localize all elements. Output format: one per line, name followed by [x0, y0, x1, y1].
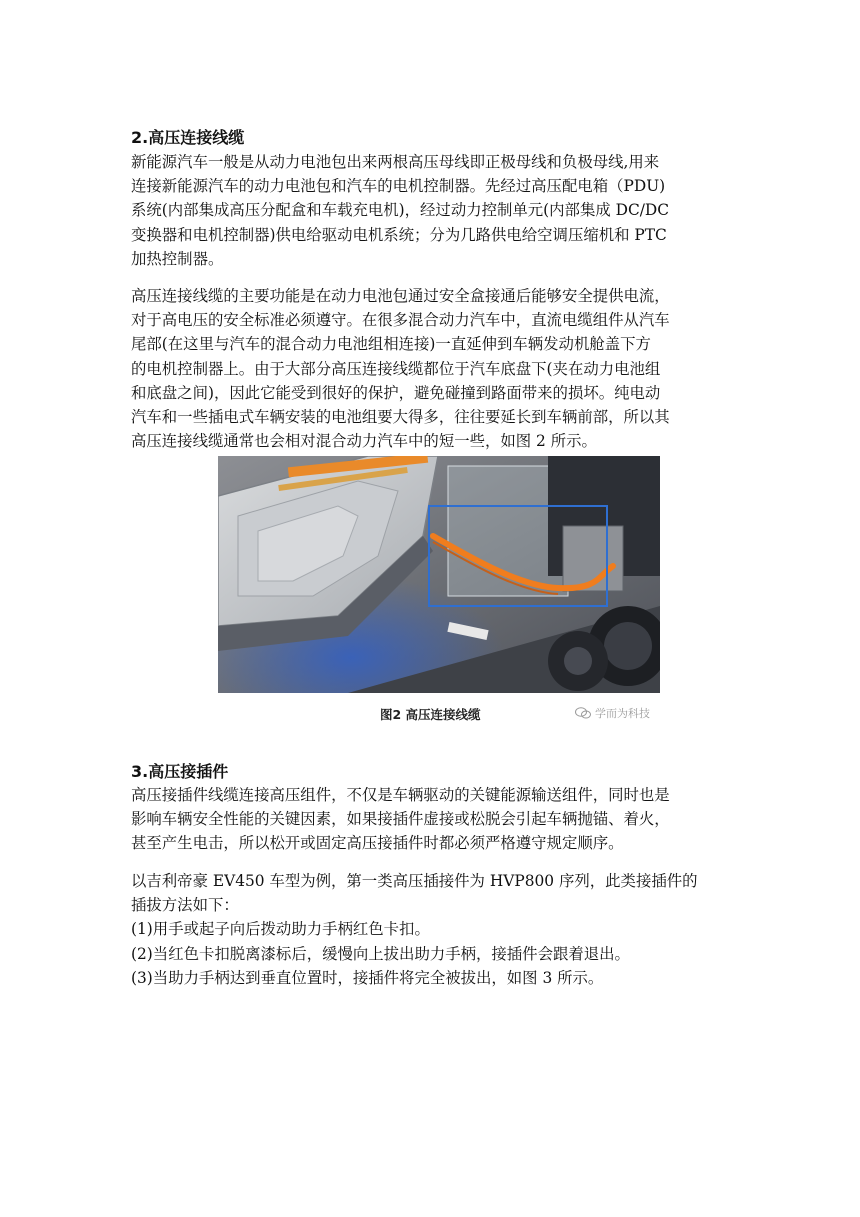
section-2-heading: 2.高压连接线缆	[131, 128, 245, 147]
wechat-icon	[575, 707, 591, 719]
list-item: (3)当助力手柄达到垂直位置时，接插件将完全被拔出，如图 3 所示。	[131, 968, 604, 987]
text-line: 加热控制器。	[131, 249, 224, 268]
text-line: 高压接插件线缆连接高压组件，不仅是车辆驱动的关键能源输送组件，同时也是	[131, 786, 670, 804]
text-line: 高压连接线缆的主要功能是在动力电池包通过安全盒接通后能够安全提供电流，	[131, 287, 670, 305]
text-line: 高压连接线缆通常也会相对混合动力汽车中的短一些，如图 2 所示。	[131, 432, 597, 451]
text-line: 以吉利帝豪 EV450 车型为例，第一类高压插接件为 HVP800 序列，此类接插件的	[131, 872, 698, 890]
text-line: 插拔方法如下：	[131, 896, 239, 915]
section-2-paragraph-1	[131, 150, 737, 271]
section-3-paragraph-2	[131, 869, 737, 990]
text-line: 汽车和一些插电式车辆安装的电池组要大得多，往往要延长到车辆前部，所以其	[131, 408, 670, 427]
text-line: 尾部(在这里与汽车的混合动力电池组相连接)一直延伸到车辆发动机舱盖下方	[131, 335, 651, 354]
watermark-text: 学而为科技	[595, 707, 650, 720]
section-2-paragraph-2	[131, 284, 737, 453]
text-line: 变换器和电机控制器)供电给驱动电机系统；分为几路供电给空调压缩机和 PTC	[131, 225, 667, 244]
list-item: (2)当红色卡扣脱离漆标后，缓慢向上拔出助力手柄，接插件会跟着退出。	[131, 944, 630, 963]
figure-2-caption: 图2 高压连接线缆	[380, 707, 481, 722]
text-line: 和底盘之间)，因此它能受到很好的保护，避免碰撞到路面带来的损坏。纯电动	[131, 383, 661, 402]
text-line: 对于高电压的安全标准必须遵守。在很多混合动力汽车中，直流电缆组件从汽车	[131, 311, 670, 330]
text-line: 甚至产生电击，所以松开或固定高压接插件时都必须严格遵守规定顺序。	[131, 834, 624, 853]
figure-2-photo	[218, 456, 660, 693]
section-3-heading: 3.高压接插件	[131, 762, 229, 781]
text-line: 影响车辆安全性能的关键因素，如果接插件虚接或松脱会引起车辆抛锚、着火，	[131, 810, 670, 829]
text-line: 系统(内部集成高压分配盒和车载充电机)，经过动力控制单元(内部集成 DC/DC	[131, 201, 670, 220]
watermark	[575, 705, 650, 721]
text-line: 连接新能源汽车的动力电池包和汽车的电机控制器。先经过高压配电箱（PDU)	[131, 177, 666, 196]
text-line: 新能源汽车一般是从动力电池包出来两根高压母线即正极母线和负极母线,用来	[131, 153, 660, 171]
list-item: (1)用手或起子向后拨动助力手柄红色卡扣。	[131, 920, 430, 939]
section-3-paragraph-1	[131, 783, 737, 856]
text-line: 的电机控制器上。由于大部分高压连接线缆都位于汽车底盘下(夹在动力电池组	[131, 359, 661, 378]
